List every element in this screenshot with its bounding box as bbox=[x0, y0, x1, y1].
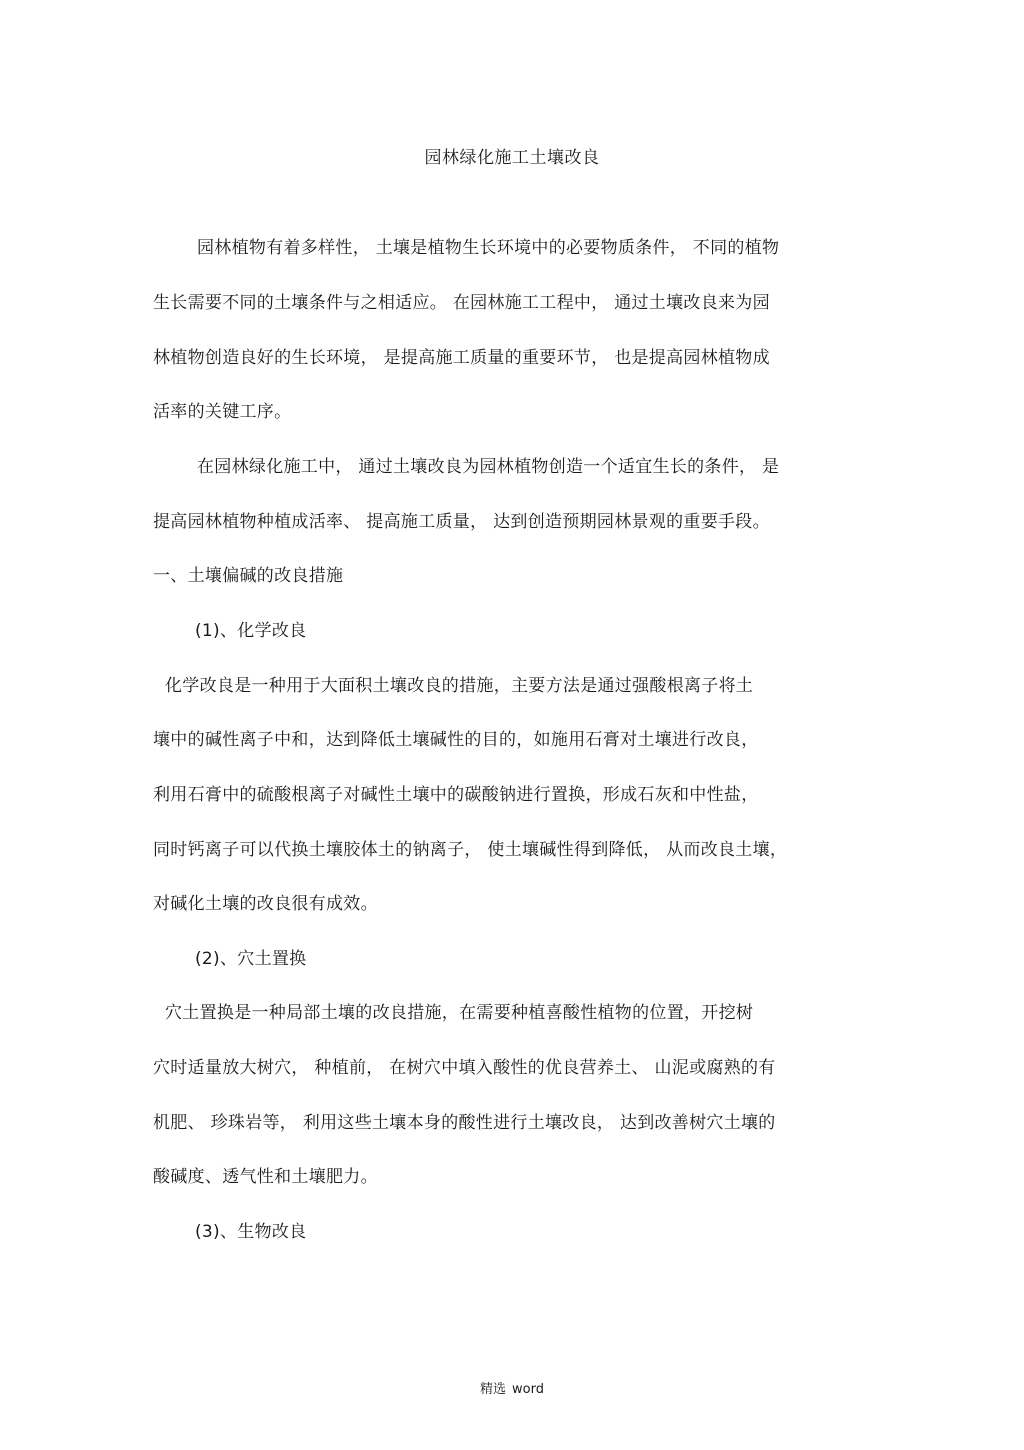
paragraph-2-line-1: 在园林绿化施工中， 通过土壤改良为园林植物创造一个适宜生长的条件， 是 bbox=[197, 457, 780, 477]
paragraph-4-line-3: 机肥、 珍珠岩等， 利用这些土壤本身的酸性进行土壤改良， 达到改善树穴土壤的 bbox=[153, 1113, 776, 1133]
paragraph-3-line-5: 对碱化土壤的改良很有成效。 bbox=[153, 894, 378, 914]
paragraph-2-line-2: 提高园林植物种植成活率、 提高施工质量， 达到创造预期园林景观的重要手段。 bbox=[153, 512, 770, 532]
paragraph-3-line-1: 化学改良是一种用于大面积土壤改良的措施，主要方法是通过强酸根离子将土 bbox=[165, 676, 754, 696]
paragraph-1-line-4: 活率的关键工序。 bbox=[153, 402, 292, 422]
subheading-2: (2)、穴土置换 bbox=[195, 949, 307, 969]
paragraph-3-line-4: 同时钙离子可以代换土壤胶体土的钠离子， 使土壤碱性得到降低， 从而改良土壤， bbox=[153, 840, 788, 860]
paragraph-1-line-2: 生长需要不同的土壤条件与之相适应。 在园林施工工程中， 通过土壤改良来为园 bbox=[153, 293, 770, 313]
footer-suffix: word bbox=[512, 1382, 544, 1397]
document-title: 园林绿化施工土壤改良 bbox=[424, 148, 600, 168]
paragraph-4-line-4: 酸碱度、透气性和土壤肥力。 bbox=[153, 1167, 378, 1187]
paragraph-4-line-2: 穴时适量放大树穴， 种植前， 在树穴中填入酸性的优良营养土、 山泥或腐熟的有 bbox=[153, 1058, 776, 1078]
paragraph-1-line-1: 园林植物有着多样性， 土壤是植物生长环境中的必要物质条件， 不同的植物 bbox=[197, 238, 780, 258]
subheading-3: (3)、生物改良 bbox=[195, 1222, 307, 1242]
footer-label: 精选 bbox=[480, 1382, 507, 1397]
paragraph-1-line-3: 林植物创造良好的生长环境， 是提高施工质量的重要环节， 也是提高园林植物成 bbox=[153, 348, 770, 368]
paragraph-4-line-1: 穴土置换是一种局部土壤的改良措施，在需要种植喜酸性植物的位置，开挖树 bbox=[165, 1003, 754, 1023]
paragraph-3-line-2: 壤中的碱性离子中和，达到降低土壤碱性的目的，如施用石膏对土壤进行改良， bbox=[153, 730, 759, 750]
subheading-1: (1)、化学改良 bbox=[195, 621, 307, 641]
page-footer bbox=[0, 1378, 1024, 1397]
paragraph-3-line-3: 利用石膏中的硫酸根离子对碱性土壤中的碳酸钠进行置换，形成石灰和中性盐， bbox=[153, 785, 759, 805]
section-heading-1: 一、土壤偏碱的改良措施 bbox=[153, 566, 344, 586]
